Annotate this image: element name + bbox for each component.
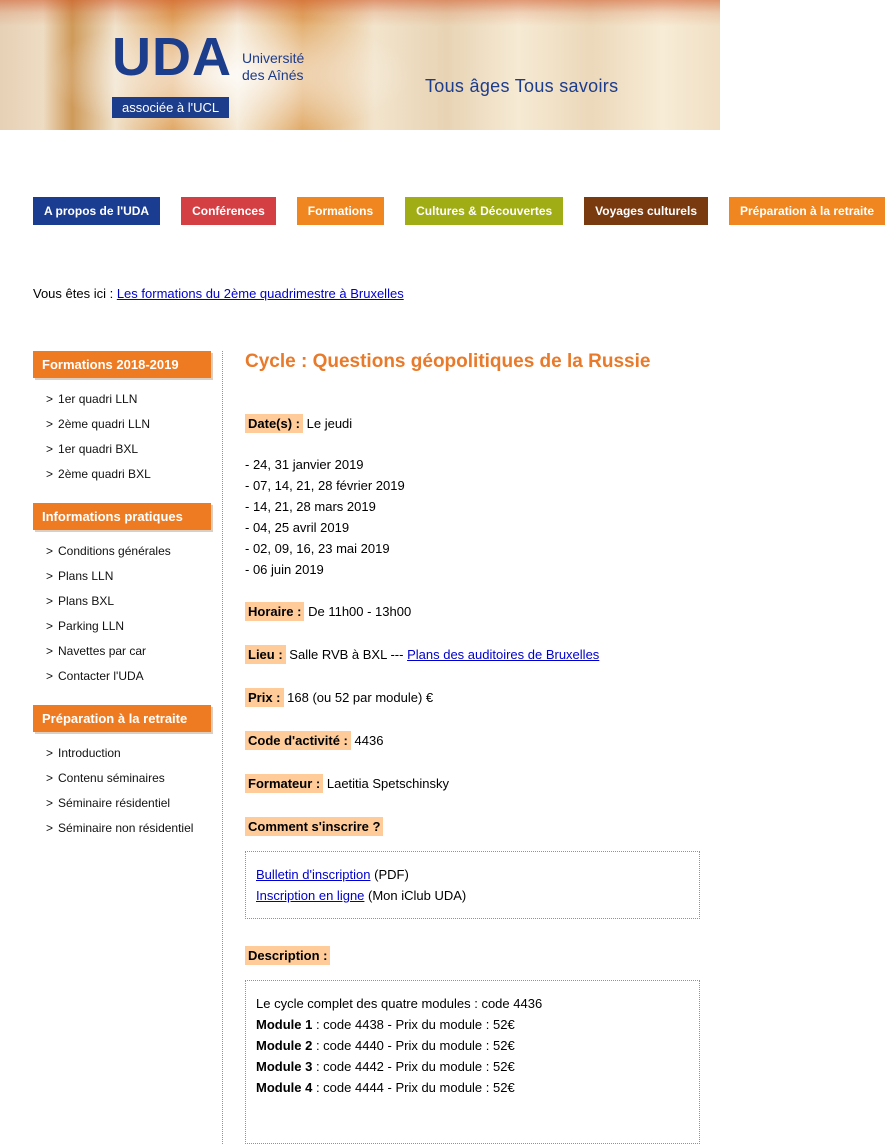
bulletin-inscription-suffix: (PDF) [370, 867, 409, 882]
description-box [245, 980, 700, 1144]
inscription-section-header [245, 818, 700, 836]
sidebar-item-navettes-par-car[interactable]: > Navettes par car [46, 644, 147, 658]
breadcrumb [33, 286, 720, 301]
caret-icon: > [46, 644, 54, 658]
uda-logo-subtitle: Université des Aînés [242, 50, 305, 83]
sidebar-item-conditions-generales[interactable]: > Conditions générales [46, 544, 171, 558]
lieu-value: Salle RVB à BXL --- [289, 647, 404, 662]
dates-list-item: - 02, 09, 16, 23 mai 2019 [245, 541, 390, 556]
field-dates [245, 415, 700, 433]
caret-icon: > [46, 467, 54, 481]
caret-icon: > [46, 746, 54, 760]
caret-icon: > [46, 417, 54, 431]
sidebar-item-seminaire-residentiel[interactable]: > Séminaire résidentiel [46, 796, 171, 810]
breadcrumb-link[interactable]: Les formations du 2ème quadrimestre à Bruxelles [116, 286, 404, 301]
field-code-activite [245, 732, 700, 750]
dates-list-item: - 07, 14, 21, 28 février 2019 [245, 478, 405, 493]
inscription-line-bulletin [256, 864, 689, 885]
sidebar-item-2eme-quadri-bxl[interactable]: > 2ème quadri BXL [46, 467, 151, 481]
caret-icon: > [46, 619, 54, 633]
sidebar-item-contenu-seminaires[interactable]: > Contenu séminaires [46, 771, 165, 785]
horaire-label: Horaire : [245, 602, 304, 621]
sidebar-section-infos-pratiques[interactable]: Informations pratiques [33, 503, 211, 530]
formateur-value: Laetitia Spetschinsky [326, 776, 449, 791]
caret-icon: > [46, 669, 54, 683]
inscription-line-en-ligne [256, 885, 689, 906]
nav-item-cultures-decouvertes[interactable]: Cultures & Découvertes [405, 197, 563, 225]
caret-icon: > [46, 796, 54, 810]
uda-logo-text: UDA [112, 27, 232, 87]
inscription-en-ligne-suffix: (Mon iClub UDA) [364, 888, 467, 903]
sidebar-item-plans-bxl[interactable]: > Plans BXL [46, 594, 115, 608]
dates-list-item: - 14, 21, 28 mars 2019 [245, 499, 376, 514]
dates-label: Date(s) : [245, 414, 303, 433]
module-line-2: Module 2 : code 4440 - Prix du module : 52€ [256, 1038, 515, 1053]
sidebar [33, 351, 211, 846]
dates-list [245, 454, 700, 580]
module-line-4: Module 4 : code 4444 - Prix du module : 52€ [256, 1080, 515, 1095]
inscription-header-label: Comment s'inscrire ? [245, 817, 383, 836]
dates-list-item: - 06 juin 2019 [245, 562, 324, 577]
module-line-1: Module 1 : code 4438 - Prix du module : 52€ [256, 1017, 515, 1032]
field-prix [245, 689, 700, 707]
header-tagline: Tous âges Tous savoirs [425, 76, 619, 96]
caret-icon: > [46, 392, 54, 406]
uda-logo-banner: associée à l'UCL [112, 97, 229, 118]
sidebar-section-formations[interactable]: Formations 2018-2019 [33, 351, 211, 378]
bulletin-inscription-link[interactable]: Bulletin d'inscription [256, 867, 371, 882]
breadcrumb-prefix: Vous êtes ici : [33, 286, 117, 301]
site-header-banner [0, 0, 720, 130]
sidebar-item-1er-quadri-lln[interactable]: > 1er quadri LLN [46, 392, 138, 406]
field-formateur [245, 775, 700, 793]
lieu-label: Lieu : [245, 645, 286, 664]
sidebar-list-preparation-retraite [33, 746, 211, 835]
sidebar-item-introduction[interactable]: > Introduction [46, 746, 121, 760]
caret-icon: > [46, 594, 54, 608]
module-line-3: Module 3 : code 4442 - Prix du module : 52€ [256, 1059, 515, 1074]
nav-item-a-propos[interactable]: A propos de l'UDA [33, 197, 160, 225]
horaire-value: De 11h00 - 13h00 [308, 604, 412, 619]
caret-icon: > [46, 821, 54, 835]
prix-label: Prix : [245, 688, 284, 707]
caret-icon: > [46, 442, 54, 456]
sidebar-item-plans-lln[interactable]: > Plans LLN [46, 569, 114, 583]
caret-icon: > [46, 771, 54, 785]
code-activite-value: 4436 [354, 733, 384, 748]
main-nav [0, 197, 875, 225]
sidebar-item-contacter-uda[interactable]: > Contacter l'UDA [46, 669, 144, 683]
sidebar-item-2eme-quadri-lln[interactable]: > 2ème quadri LLN [46, 417, 151, 431]
sidebar-item-1er-quadri-bxl[interactable]: > 1er quadri BXL [46, 442, 139, 456]
field-lieu [245, 646, 700, 664]
inscription-box [245, 851, 700, 919]
dates-list-item: - 24, 31 janvier 2019 [245, 457, 364, 472]
caret-icon: > [46, 544, 54, 558]
page-title: Cycle : Questions géopolitiques de la Russie [245, 351, 651, 372]
description-section-header [245, 947, 700, 965]
dates-value: Le jeudi [306, 416, 353, 431]
lieu-plans-link[interactable]: Plans des auditoires de Bruxelles [407, 647, 600, 662]
nav-item-voyages-culturels[interactable]: Voyages culturels [584, 197, 708, 225]
sidebar-list-infos-pratiques [33, 544, 211, 683]
prix-value: 168 (ou 52 par module) € [287, 690, 434, 705]
sidebar-item-parking-lln[interactable]: > Parking LLN [46, 619, 125, 633]
description-intro: Le cycle complet des quatre modules : code 4436 [256, 996, 543, 1011]
nav-item-formations[interactable]: Formations [297, 197, 384, 225]
inscription-en-ligne-link[interactable]: Inscription en ligne [256, 888, 365, 903]
code-activite-label: Code d'activité : [245, 731, 351, 750]
formateur-label: Formateur : [245, 774, 323, 793]
uda-logo[interactable] [112, 27, 305, 87]
description-header-label: Description : [245, 946, 330, 965]
nav-item-conferences[interactable]: Conférences [181, 197, 276, 225]
sidebar-item-seminaire-non-residentiel[interactable]: > Séminaire non résidentiel [46, 821, 194, 835]
field-horaire [245, 603, 700, 621]
content-area [0, 351, 720, 1144]
dates-list-item: - 04, 25 avril 2019 [245, 520, 350, 535]
main-content [222, 351, 720, 1144]
sidebar-section-preparation-retraite[interactable]: Préparation à la retraite [33, 705, 211, 732]
caret-icon: > [46, 569, 54, 583]
nav-item-preparation-retraite[interactable]: Préparation à la retraite [729, 197, 885, 225]
sidebar-list-formations [33, 392, 211, 481]
